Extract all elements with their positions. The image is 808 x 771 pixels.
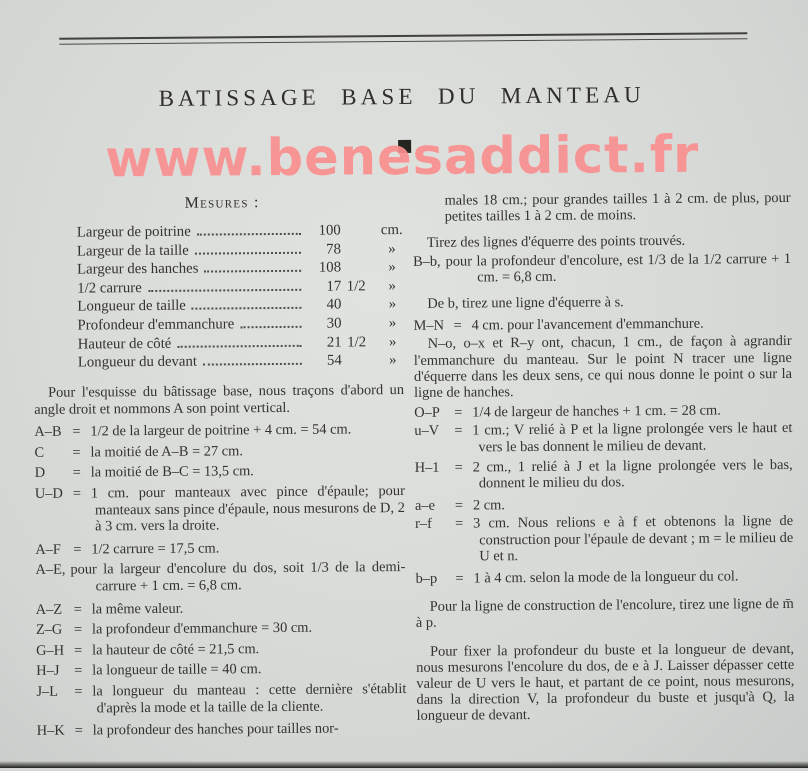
definition-text: 2 cm., 1 relié à J et la ligne prolongée vers le bas, donnent le milieu du dos. bbox=[473, 457, 793, 492]
point-term: Z–G bbox=[36, 622, 74, 639]
dot-leader bbox=[148, 289, 302, 292]
definition-item bbox=[414, 402, 792, 421]
point-term: C bbox=[34, 444, 72, 461]
dot-leader bbox=[195, 251, 301, 254]
measure-unit: » bbox=[371, 315, 413, 332]
equals-sign: = bbox=[455, 459, 473, 475]
measure-unit: » bbox=[372, 352, 414, 369]
page-title: BATISSAGE BASE DU MANTEAU bbox=[0, 81, 806, 113]
equals-sign: = bbox=[455, 571, 473, 587]
definition-text: la moitié de B–C = 13,5 cm. bbox=[91, 464, 254, 481]
definition-item bbox=[36, 640, 406, 659]
definition-item bbox=[36, 619, 406, 638]
definition-item bbox=[37, 720, 407, 739]
measure-fraction: 1/2 bbox=[341, 278, 371, 295]
equals-sign: = bbox=[454, 423, 472, 439]
measure-fraction: 1/2 bbox=[342, 334, 372, 351]
point-term: U–D bbox=[35, 486, 73, 503]
point-term: b–p bbox=[415, 571, 455, 588]
measure-value: 54 bbox=[308, 353, 342, 370]
equals-sign: = bbox=[74, 622, 92, 639]
equals-sign: = bbox=[73, 485, 91, 502]
table-row bbox=[78, 352, 414, 373]
definition-text: pour la largeur d'encolure du dos, soit 1/3 de la demi-carrure + 1 cm. = 6,8 cm. bbox=[70, 559, 405, 594]
definition-item bbox=[34, 442, 404, 461]
measure-unit: » bbox=[371, 296, 413, 313]
definition-text: 1 à 4 cm. selon la mode de la longueur du col. bbox=[473, 568, 738, 586]
measure-value: 78 bbox=[307, 241, 341, 258]
measure-label: 1/2 carrure bbox=[77, 280, 142, 298]
dot-leader bbox=[240, 326, 301, 328]
measure-label: Longueur de taille bbox=[77, 298, 186, 316]
equals-sign: = bbox=[453, 318, 471, 334]
measure-label: Largeur de poitrine bbox=[77, 224, 191, 242]
measures-heading: Mesures : bbox=[185, 194, 260, 213]
point-term: D bbox=[35, 465, 73, 482]
equals-sign: = bbox=[74, 601, 92, 618]
measure-unit: » bbox=[371, 259, 413, 276]
continuation-paragraph: males 18 cm.; pour grandes tailles 1 à 2 cm. de plus, pour petites tailles 1 à 2 cm. de moins. bbox=[412, 190, 790, 225]
definition-item bbox=[35, 539, 405, 558]
measure-value: 17 bbox=[307, 278, 341, 295]
point-term: r–f bbox=[415, 516, 455, 533]
definition-item bbox=[36, 660, 406, 679]
paragraph: De b, tirez une ligne d'équerre à s. bbox=[413, 293, 791, 312]
point-term: B–b, bbox=[413, 253, 441, 269]
definition-item bbox=[415, 568, 793, 587]
right-text-column bbox=[412, 190, 794, 725]
definition-item bbox=[413, 315, 791, 334]
equals-sign: = bbox=[73, 541, 91, 558]
measure-unit: » bbox=[371, 278, 413, 295]
definition-text: 2 cm. bbox=[473, 497, 505, 513]
watermark-url-overlay: www.benesaddict.fr bbox=[105, 130, 699, 186]
measure-unit: » bbox=[372, 333, 414, 350]
measure-label: Largeur de la taille bbox=[77, 242, 189, 260]
point-term: J–L bbox=[36, 684, 74, 701]
measure-value: 30 bbox=[307, 315, 341, 332]
definition-text: la profondeur des hanches pour tailles nor- bbox=[93, 721, 339, 739]
definition-item bbox=[414, 420, 792, 455]
measure-label: Profondeur d'emmanchure bbox=[77, 316, 234, 334]
definition-text: la hauteur de côté = 21,5 cm. bbox=[92, 641, 259, 658]
dot-leader bbox=[197, 233, 301, 236]
definition-text: la longueur du manteau : cette dernière s'établit d'après la mode et la taille de la cliente. bbox=[92, 681, 406, 716]
definition-text: la moitié de A–B = 27 cm. bbox=[90, 443, 243, 460]
definition-item bbox=[36, 599, 406, 618]
paragraph: N–o, o–x et R–y ont, chacun, 1 cm., de façon à agrandir l'emmanchure du manteau. Sur le point N tracer une ligne d'équerre dans les deux sens, ce qui nous donne le point o sur la ligne de hanches. bbox=[414, 333, 792, 401]
measure-value: 100 bbox=[307, 222, 341, 239]
definition-text: 3 cm. Nous relions e à f et obtenons la ligne de construction pour l'épaule de devant ; m = le milieu de U et n. bbox=[473, 513, 793, 564]
equals-sign: = bbox=[455, 516, 473, 532]
definition-text: la profondeur d'emmanchure = 30 cm. bbox=[92, 620, 312, 638]
definition-text: la longueur de taille = 40 cm. bbox=[92, 661, 261, 678]
dot-leader bbox=[192, 307, 302, 310]
left-text-column bbox=[34, 382, 407, 740]
definition-item bbox=[415, 495, 793, 514]
point-term: u–V bbox=[414, 423, 454, 440]
paragraph: Pour la ligne de construction de l'encolure, tirez une ligne de m̄ à p. bbox=[416, 596, 794, 631]
definition-item bbox=[35, 462, 405, 481]
equals-sign: = bbox=[74, 642, 92, 659]
definition-item bbox=[34, 421, 404, 440]
book-bottom-edge-shadow bbox=[0, 761, 808, 768]
definition-text: 4 cm. pour l'avancement d'emmanchure. bbox=[471, 316, 703, 334]
definition-text: 1/2 carrure = 17,5 cm. bbox=[91, 540, 219, 557]
equals-sign: = bbox=[454, 405, 472, 421]
header-double-rule bbox=[59, 32, 747, 44]
paragraph: Pour fixer la profondeur du buste et la longueur de devant, nous mesurons l'encolure du dos, de e à J. Laisser dépasser cette valeur de U vers le haut, et partant de ce point, nous mesurons, dans la direction V, la profondeur du buste et jusqu'à Q, la longueur de devant. bbox=[416, 641, 795, 725]
point-term: O–P bbox=[414, 405, 454, 422]
equals-sign: = bbox=[73, 465, 91, 482]
measures-table bbox=[77, 222, 414, 373]
paragraph: Pour l'esquisse du bâtissage base, nous traçons d'abord un angle droit et nommons A son point vertical. bbox=[34, 382, 404, 418]
dot-leader bbox=[204, 270, 301, 273]
equals-sign: = bbox=[72, 424, 90, 441]
equals-sign: = bbox=[455, 498, 473, 514]
measure-label: Largeur des hanches bbox=[77, 261, 198, 279]
point-term: M–N bbox=[413, 318, 453, 335]
measure-value: 40 bbox=[307, 297, 341, 314]
point-term: H–K bbox=[37, 723, 75, 740]
measure-label: Hauteur de côté bbox=[78, 335, 172, 353]
point-term: G–H bbox=[36, 642, 74, 659]
measure-value: 108 bbox=[307, 260, 341, 277]
point-term: A–B bbox=[34, 424, 72, 441]
equals-sign: = bbox=[74, 663, 92, 680]
definition-item bbox=[35, 559, 405, 595]
point-term: A–Z bbox=[36, 601, 74, 618]
measure-unit: cm. bbox=[371, 222, 413, 239]
definition-item bbox=[413, 251, 791, 286]
measure-value: 21 bbox=[308, 334, 342, 351]
definition-item bbox=[415, 457, 793, 492]
definition-text: la même valeur. bbox=[92, 600, 184, 617]
definition-text: 1/4 de largeur de hanches + 1 cm. = 28 cm. bbox=[472, 403, 721, 421]
point-term: a–e bbox=[415, 498, 455, 515]
equals-sign: = bbox=[75, 723, 93, 740]
measure-label: Longueur du devant bbox=[78, 354, 197, 372]
equals-sign: = bbox=[72, 444, 90, 461]
equals-sign: = bbox=[74, 683, 92, 700]
definition-text: 1 cm.; V relié à P et la ligne prolongée vers le haut et vers le bas donnent le milieu de devant. bbox=[472, 420, 792, 455]
dot-leader bbox=[203, 363, 302, 366]
definition-text: 1 cm. pour manteaux avec pince d'épaule; pour manteaux sans pince d'épaule, nous mesurons de D, 2 à 3 cm. vers la droite. bbox=[91, 483, 405, 535]
definition-item bbox=[415, 513, 793, 565]
point-term: H–J bbox=[36, 663, 74, 680]
definition-text: 1/2 de la largeur de poitrine + 4 cm. = 54 cm. bbox=[90, 422, 351, 440]
point-term: A–E, bbox=[35, 562, 65, 579]
point-term: A–F bbox=[35, 541, 73, 558]
paragraph: Tirez des lignes d'équerre des points trouvés. bbox=[413, 232, 791, 251]
dot-leader bbox=[177, 344, 301, 347]
definition-item bbox=[35, 483, 405, 536]
definition-item bbox=[36, 681, 406, 717]
point-term: H–1 bbox=[415, 459, 455, 476]
definition-text: pour la profondeur d'encolure, est 1/3 de la 1/2 carrure + 1 cm. = 6,8 cm. bbox=[446, 251, 792, 286]
measure-unit: » bbox=[371, 241, 413, 258]
